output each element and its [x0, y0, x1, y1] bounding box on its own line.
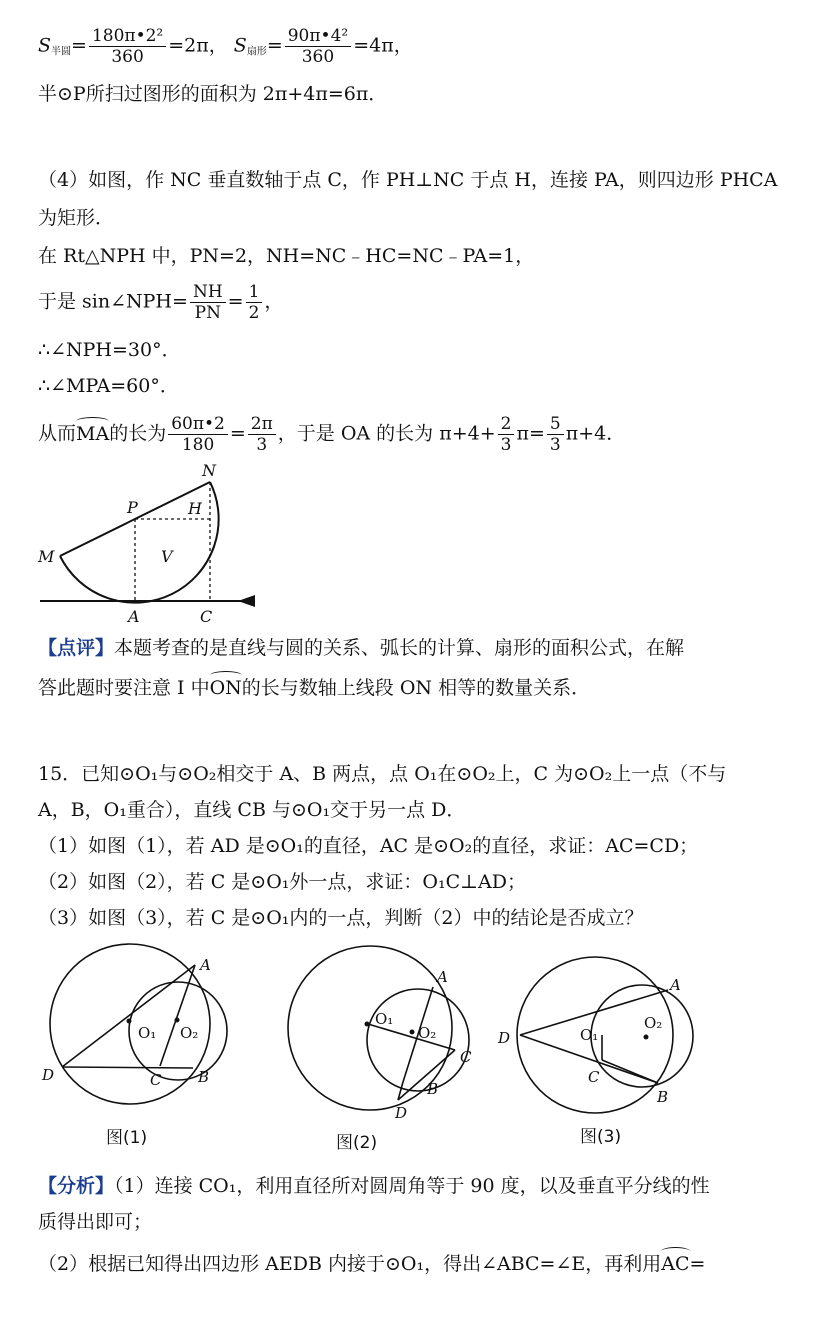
label-d: D	[42, 1066, 55, 1084]
label-c: C	[150, 1071, 162, 1089]
fraction-denominator: 180	[181, 435, 215, 455]
fraction-half-area	[89, 26, 166, 67]
arc-ma-label: MA	[76, 420, 109, 448]
axis-arrow	[238, 595, 255, 607]
segment-cb	[602, 1060, 658, 1083]
angle-mpa-line: ∴∠MPA=60°．	[38, 375, 179, 397]
sin-prefix: 于是 sin∠NPH=	[38, 290, 188, 313]
fraction-numerator: 1	[246, 282, 263, 303]
center-dot-o2	[175, 1018, 180, 1023]
fraction-numerator: 5	[547, 414, 564, 435]
arc-ac-label: AC	[661, 1250, 689, 1278]
q15-line1: 15．已知⊙O₁与⊙O₂相交于 A、B 两点，点 O₁在⊙O₂上，C 为⊙O₂上一点（不与	[38, 763, 727, 785]
label-o1: O₁	[375, 1010, 394, 1028]
label-o2: O₂	[180, 1024, 199, 1042]
fraction-denominator: 3	[549, 435, 561, 455]
s-half-subscript: 半圆	[51, 46, 72, 58]
fraction-numerator: 2	[498, 414, 515, 435]
label-n: N	[202, 461, 216, 480]
fraction-five-thirds	[547, 414, 564, 455]
equals: =	[229, 422, 246, 445]
analysis-tag: 【分析】	[38, 1175, 115, 1197]
label-o1: O₁	[580, 1026, 599, 1044]
result-sector: =4π，	[353, 34, 413, 57]
q15-line4: （2）如图（2），若 C 是⊙O₁外一点，求证：O₁C⊥AD；	[38, 871, 526, 893]
part4-line1: （4）如图，作 NC 垂直数轴于点 C，作 PH⊥NC 于点 H，连接 PA，则四边形 PHCA	[38, 169, 778, 191]
label-a: A	[128, 607, 140, 626]
figure-2-caption: 图(2)	[336, 1133, 378, 1153]
label-d: D	[498, 1029, 511, 1047]
comment-text2a: 答此题时要注意 I 中	[38, 677, 210, 699]
analysis-line3	[38, 1250, 705, 1278]
s-half-symbol: S	[38, 34, 52, 57]
angle-npH-line: ∴∠NPH=30°．	[38, 339, 181, 361]
comma: ，	[264, 290, 284, 313]
analysis-text1: （1）连接 CO₁，利用直径所对圆周角等于 90 度，以及垂直平分线的性	[114, 1175, 710, 1197]
analysis-line1	[38, 1172, 710, 1200]
fraction-nh-pn	[190, 282, 226, 323]
figure-1	[30, 940, 240, 1110]
result-half: =2π，	[168, 34, 228, 57]
sin-line	[38, 282, 283, 323]
label-v: V	[161, 547, 173, 566]
figure-1-caption: 图(1)	[106, 1128, 148, 1148]
comment-text1: 本题考查的是直线与圆的关系、弧长的计算、扇形的面积公式，在解	[114, 637, 685, 659]
fraction-denominator: 360	[111, 47, 144, 67]
q15-line5: （3）如图（3），若 C 是⊙O₁内的一点，判断（2）中的结论是否成立？	[38, 907, 644, 929]
q15-line2: A，B，O₁重合），直线 CB 与⊙O₁交于另一点 D．	[38, 799, 466, 821]
fraction-two-pi-thirds	[248, 414, 276, 455]
semicircle-figure	[30, 458, 270, 628]
label-h: H	[188, 499, 202, 518]
label-a: A	[200, 956, 211, 974]
q15-line3: （1）如图（1），若 AD 是⊙O₁的直径，AC 是⊙O₂的直径，求证：AC=CD；	[38, 835, 699, 857]
fraction-numerator: 60π•2	[168, 414, 228, 435]
label-b: B	[198, 1068, 210, 1086]
label-c: C	[460, 1048, 472, 1066]
fraction-two-thirds	[498, 414, 515, 455]
analysis-text3a: （2）根据已知得出四边形 AEDB 内接于⊙O₁，得出∠ABC=∠E，再利用	[38, 1253, 662, 1275]
label-d: D	[395, 1104, 408, 1122]
label-a: A	[437, 968, 448, 986]
oa-length-text: ，于是 OA 的长为 π+4+	[277, 422, 496, 445]
label-a: A	[670, 976, 681, 994]
arc-on-label: ON	[210, 674, 242, 702]
label-o2: O₂	[644, 1014, 663, 1032]
arc-length-line	[38, 414, 625, 455]
label-o1: O₁	[138, 1024, 157, 1042]
fraction-denominator: 3	[256, 435, 268, 455]
comment-line2	[38, 674, 590, 702]
center-dot-o2	[644, 1035, 649, 1040]
analysis-line2: 质得出即可；	[38, 1211, 153, 1233]
fraction-numerator: 90π•4²	[285, 26, 351, 47]
circle-o2	[591, 985, 693, 1087]
fraction-denominator: 2	[248, 303, 260, 323]
figure-2	[280, 940, 490, 1125]
area-formula-line	[38, 26, 413, 67]
fraction-numerator: 2π	[248, 414, 276, 435]
swept-area-line: 半⊙P所扫过图形的面积为 2π+4π=6π．	[38, 83, 388, 105]
equals: =	[227, 290, 244, 313]
fraction-denominator: 3	[500, 435, 512, 455]
label-m: M	[38, 547, 55, 566]
fraction-arc-length	[168, 414, 228, 455]
pi-equals: π=	[516, 422, 545, 445]
figure-3	[490, 940, 710, 1115]
comment-tag: 【点评】	[38, 637, 115, 659]
label-p: P	[127, 498, 138, 517]
arc-end: π+4．	[565, 422, 626, 445]
figure-3-caption: 图(3)	[580, 1127, 622, 1147]
label-c: C	[588, 1068, 600, 1086]
fraction-denominator: PN	[194, 303, 221, 323]
equals: =	[266, 34, 283, 57]
label-b: B	[427, 1080, 439, 1098]
label-b: B	[657, 1088, 669, 1106]
fraction-denominator: 360	[301, 47, 335, 67]
equals: =	[71, 34, 87, 57]
analysis-text3b: =	[689, 1253, 706, 1275]
comment-line1	[38, 634, 684, 662]
label-o2: O₂	[418, 1024, 437, 1042]
center-dot-o2	[410, 1030, 415, 1035]
segment-da	[62, 965, 195, 1067]
s-sector-subscript: 扇形	[246, 46, 267, 58]
label-c: C	[200, 607, 213, 626]
fraction-sector-area	[285, 26, 351, 67]
center-dot-o1	[127, 1019, 132, 1024]
fraction-numerator: 180π•2²	[89, 26, 166, 47]
part4-line3: 在 Rt△NPH 中，PN=2，NH=NC﹣HC=NC﹣PA=1，	[38, 245, 535, 267]
arc-mid-text: 的长为	[109, 422, 167, 445]
s-sector-symbol: S	[233, 34, 247, 57]
center-dot-o1	[365, 1022, 370, 1027]
fraction-numerator: NH	[190, 282, 226, 303]
part4-line2: 为矩形．	[38, 207, 115, 229]
fraction-one-half	[246, 282, 263, 323]
comment-text2b: 的长与数轴上线段 ON 相等的数量关系．	[241, 677, 591, 699]
segment-db	[62, 1067, 193, 1068]
segment-ac	[160, 965, 195, 1066]
arc-prefix: 从而	[38, 422, 77, 445]
